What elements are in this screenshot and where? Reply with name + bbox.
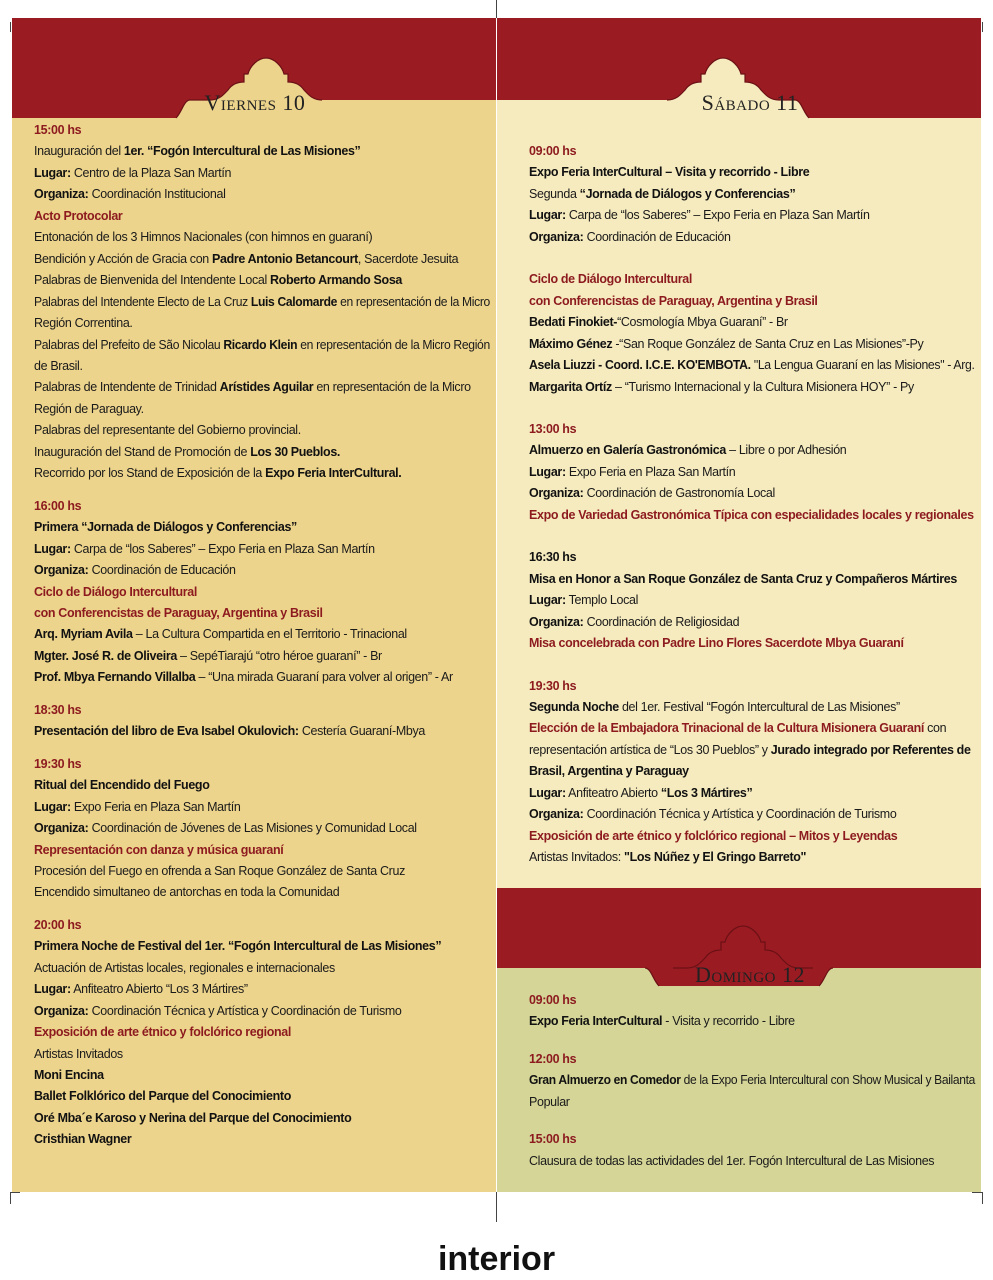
text-segment: del 1er. Festival “Fogón Intercultural de Las Misiones”	[618, 699, 900, 714]
text-segment: Centro de la Plaza San Martín	[70, 165, 232, 180]
text-segment: Inauguración del Stand de Promoción de	[34, 444, 251, 459]
text-segment: Máximo Génez	[529, 336, 613, 351]
spacer	[34, 689, 490, 700]
text-segment: Coordinación de Educación	[88, 563, 236, 578]
schedule-line	[529, 547, 975, 568]
schedule-line	[529, 483, 975, 504]
schedule-line	[529, 1092, 975, 1113]
schedule-line	[34, 646, 490, 667]
crop-mark-right-h	[972, 1192, 982, 1193]
schedule-line	[34, 463, 490, 484]
schedule-line	[34, 840, 490, 861]
text-segment: Acto Protocolar	[34, 208, 123, 223]
schedule-line	[529, 462, 975, 483]
text-segment: Ciclo de Diálogo Intercultural	[34, 584, 198, 599]
text-segment: Exposición de arte étnico y folclórico regional	[34, 1025, 292, 1040]
event-time	[34, 120, 490, 141]
text-segment: Anfiteatro Abierto	[565, 785, 661, 800]
schedule-line	[34, 582, 490, 603]
spacer	[529, 398, 975, 419]
event-time	[34, 754, 490, 775]
schedule-line	[529, 590, 975, 611]
text-segment: – SepéTiarajú “otro héroe guaraní” - Br	[176, 648, 382, 663]
text-segment: “Los 3 Mártires”	[660, 785, 753, 800]
crop-mark-left-top	[10, 22, 11, 32]
schedule-line	[529, 312, 975, 333]
text-segment: Margarita Ortíz	[529, 379, 612, 394]
text-segment: Lugar:	[34, 799, 71, 814]
schedule-line	[34, 377, 490, 398]
text-segment: Carpa de “los Saberes” – Expo Feria en Plaza San Martín	[565, 208, 870, 223]
text-segment: Ritual del Encendido del Fuego	[34, 778, 210, 793]
schedule-line	[34, 667, 490, 688]
text-segment: de la Expo Feria Intercultural con Show Musical y Bailanta	[680, 1073, 976, 1088]
saturday-title: Sábado 11	[701, 90, 799, 115]
schedule-line	[34, 356, 490, 377]
text-segment: – “Una mirada Guaraní para volver al origen” - Ar	[195, 670, 453, 685]
text-segment: Representación con danza y música guaraní	[34, 842, 284, 857]
crop-mark-left	[10, 1192, 11, 1204]
schedule-line	[529, 227, 975, 248]
schedule-line	[529, 440, 975, 461]
text-segment: en representación de la Micro Región	[297, 337, 490, 352]
spacer	[34, 485, 490, 496]
text-segment: Elección de la Embajadora Trinacional de la Cultura Misionera Guaraní	[529, 721, 925, 736]
text-segment: Ciclo de Diálogo Intercultural	[529, 272, 692, 287]
text-segment: Artistas Invitados	[34, 1046, 123, 1061]
schedule-line	[34, 560, 490, 581]
event-time	[529, 676, 975, 697]
schedule-line	[34, 797, 490, 818]
text-segment: Los 30 Pueblos.	[250, 444, 341, 459]
text-segment: Bendición y Acción de Gracia con	[34, 251, 213, 266]
spacer	[34, 743, 490, 754]
text-segment: Procesión del Fuego en ofrenda a San Roque González de Santa Cruz	[34, 863, 405, 878]
text-segment: Clausura de todas las actividades del 1er. Fogón Intercultural de Las Misiones	[529, 1153, 935, 1168]
spacer	[529, 248, 975, 269]
crop-mark-top	[496, 0, 497, 18]
text-segment: "La Lengua Guaraní en las Misiones" - Arg.	[750, 358, 975, 373]
schedule-line	[529, 269, 975, 290]
spacer	[34, 904, 490, 915]
text-segment: Coordinación de Educación	[583, 229, 731, 244]
text-segment: 12:00 hs	[529, 1051, 577, 1066]
schedule-line	[34, 227, 490, 248]
schedule-line	[34, 335, 490, 356]
schedule-line	[529, 205, 975, 226]
schedule-line	[529, 334, 975, 355]
schedule-line	[34, 539, 490, 560]
schedule-line	[529, 1151, 975, 1172]
schedule-line	[34, 882, 490, 903]
text-segment: Expo Feria en Plaza San Martín	[565, 464, 736, 479]
text-segment: Lugar:	[529, 593, 566, 608]
sunday-title: Domingo 12	[694, 962, 806, 987]
text-segment: - Visita y recorrido - Libre	[662, 1014, 795, 1029]
crop-mark-bottom	[496, 1192, 497, 1222]
text-segment: Organiza:	[34, 563, 89, 578]
schedule-line	[529, 1011, 975, 1032]
text-segment: 19:30 hs	[34, 756, 82, 771]
text-segment: 13:00 hs	[529, 421, 577, 436]
schedule-line	[529, 184, 975, 205]
schedule-line	[34, 1086, 490, 1107]
event-time	[529, 1129, 975, 1150]
schedule-line	[34, 420, 490, 441]
text-segment: Coordinación de Religiosidad	[583, 614, 740, 629]
schedule-line	[529, 740, 975, 761]
text-segment: “Jornada de Diálogos y Conferencias”	[579, 186, 796, 201]
text-segment: Templo Local	[565, 593, 639, 608]
text-segment: Cestería Guaraní-Mbya	[298, 724, 425, 739]
text-segment: Expo de Variedad Gastronómica Típica con especialidades locales y regionales	[529, 507, 974, 522]
friday-schedule	[34, 120, 494, 1190]
text-segment: en representación de la Micro	[313, 380, 471, 395]
text-segment: Ricardo Klein	[223, 337, 298, 352]
text-segment: con Conferencistas de Paraguay, Argentina y Brasil	[34, 605, 323, 620]
event-time	[34, 915, 490, 936]
event-time	[34, 496, 490, 517]
text-segment: Segunda	[529, 186, 580, 201]
text-segment: 16:00 hs	[34, 498, 82, 513]
event-time	[529, 1049, 975, 1070]
text-segment: Primera Noche de Festival del 1er. “Fogón Intercultural de Las Misiones”	[34, 939, 442, 954]
text-segment: Lugar:	[34, 165, 71, 180]
sunday-schedule	[529, 990, 979, 1190]
text-segment: Expo Feria InterCultural – Visita y recorrido - Libre	[529, 165, 810, 180]
schedule-line	[34, 141, 490, 162]
text-segment: Misa concelebrada con Padre Lino Flores Sacerdote Mbya Guaraní	[529, 636, 904, 651]
schedule-line	[34, 861, 490, 882]
text-segment: Artistas Invitados:	[529, 850, 625, 865]
text-segment: Palabras del Intendente Electo de La Cruz	[34, 294, 251, 309]
event-time	[34, 700, 490, 721]
schedule-line	[529, 377, 975, 398]
text-segment: – “Turismo Internacional y la Cultura Misionera HOY” - Py	[611, 379, 914, 394]
text-segment: Anfiteatro Abierto “Los 3 Mártires”	[70, 982, 248, 997]
text-segment: Lugar:	[529, 464, 566, 479]
schedule-line	[529, 847, 975, 868]
text-segment: Arístides Aguilar	[219, 380, 314, 395]
schedule-line	[34, 1129, 490, 1150]
text-segment: Palabras del representante del Gobierno provincial.	[34, 423, 301, 438]
schedule-line	[34, 624, 490, 645]
text-segment: Organiza:	[529, 614, 584, 629]
text-segment: Palabras de Intendente de Trinidad	[34, 380, 220, 395]
schedule-line	[34, 1065, 490, 1086]
spacer	[529, 1113, 975, 1129]
schedule-line	[34, 399, 490, 420]
text-segment: Prof. Mbya Fernando Villalba	[34, 670, 196, 685]
text-segment: 19:30 hs	[529, 678, 577, 693]
text-segment: Organiza:	[529, 807, 584, 822]
text-segment: Región de Paraguay.	[34, 401, 144, 416]
schedule-line	[529, 569, 975, 590]
schedule-line	[529, 633, 975, 654]
interior-label: interior	[437, 1240, 556, 1278]
text-segment: 15:00 hs	[34, 123, 82, 137]
text-segment: Roberto Armando Sosa	[269, 273, 403, 288]
schedule-line	[529, 826, 975, 847]
text-segment: Expo Feria InterCultural	[529, 1014, 663, 1029]
schedule-line	[529, 291, 975, 312]
text-segment: Lugar:	[529, 785, 566, 800]
text-segment: representación artística de “Los 30 Pueblos” y	[529, 742, 771, 757]
text-segment: 20:00 hs	[34, 917, 82, 932]
text-segment: Expo Feria InterCultural.	[265, 466, 402, 481]
event-time	[529, 419, 975, 440]
friday-title: Viernes 10	[204, 90, 306, 115]
schedule-line	[34, 270, 490, 291]
text-segment: Asela Liuzzi - Coord. I.C.E. KO'EMBOTA.	[529, 358, 751, 373]
text-segment: 09:00 hs	[529, 993, 577, 1007]
text-segment: -“San Roque González de Santa Cruz en Las Misiones”-Py	[612, 336, 924, 351]
text-segment: Organiza:	[34, 821, 89, 836]
text-segment: Primera “Jornada de Diálogos y Conferencias”	[34, 520, 297, 535]
text-segment: Luis Calomarde	[250, 294, 338, 309]
event-time	[529, 141, 975, 162]
text-segment: Gran Almuerzo en Comedor	[529, 1073, 681, 1088]
text-segment: Palabras del Prefeito de São Nicolau	[34, 337, 224, 352]
schedule-line	[529, 783, 975, 804]
text-segment: Oré Mba´e Karoso y Nerina del Parque del Conocimiento	[34, 1110, 352, 1125]
text-segment: Moni Encina	[34, 1068, 104, 1083]
text-segment: “Cosmología Mbya Guaraní” - Br	[617, 315, 788, 330]
text-segment: Inauguración del	[34, 144, 124, 159]
text-segment: 18:30 hs	[34, 702, 82, 717]
schedule-line	[529, 1070, 976, 1091]
text-segment: Lugar:	[34, 982, 71, 997]
schedule-line	[34, 721, 490, 742]
schedule-line	[34, 206, 490, 227]
crop-mark-left-h	[10, 1192, 20, 1193]
text-segment: Ballet Folklórico del Parque del Conocimiento	[34, 1089, 292, 1104]
text-segment: "Los Núñez y El Gringo Barreto"	[624, 850, 807, 865]
schedule-line	[34, 775, 490, 796]
text-segment: Popular	[529, 1094, 570, 1109]
text-segment: 09:00 hs	[529, 144, 577, 158]
schedule-line	[529, 162, 975, 183]
text-segment: Presentación del libro de Eva Isabel Okulovich:	[34, 724, 299, 739]
text-segment: Bedati Finokiet-	[529, 315, 618, 330]
schedule-line	[34, 163, 490, 184]
schedule-line	[34, 1022, 490, 1043]
spacer	[529, 655, 975, 676]
text-segment: Arq. Myriam Avila	[34, 627, 133, 642]
schedule-line	[34, 818, 490, 839]
text-segment: Coordinación Técnica y Artística y Coordinación de Turismo	[88, 1003, 402, 1018]
text-segment: Expo Feria en Plaza San Martín	[70, 799, 241, 814]
text-segment: Segunda Noche	[529, 699, 619, 714]
spacer	[529, 1033, 975, 1049]
text-segment: Almuerzo en Galería Gastronómica	[529, 443, 726, 458]
schedule-line	[34, 979, 490, 1000]
text-segment: Lugar:	[529, 208, 566, 223]
schedule-line	[529, 697, 975, 718]
text-segment: Organiza:	[34, 1003, 89, 1018]
schedule-line	[529, 355, 975, 376]
text-segment: 15:00 hs	[529, 1132, 577, 1147]
text-segment: Exposición de arte étnico y folclórico regional – Mitos y Leyendas	[529, 828, 898, 843]
schedule-line	[34, 958, 490, 979]
schedule-line	[34, 1001, 490, 1022]
schedule-line	[34, 1044, 490, 1065]
text-segment: Coordinación Institucional	[88, 187, 226, 202]
schedule-line	[34, 292, 490, 313]
schedule-line	[34, 184, 490, 205]
text-segment: con	[924, 721, 947, 736]
schedule-line	[529, 804, 975, 825]
text-segment: Brasil, Argentina y Paraguay	[529, 764, 689, 779]
schedule-line	[34, 936, 490, 957]
schedule-line	[34, 313, 490, 334]
text-segment: – La Cultura Compartida en el Territorio - Trinacional	[132, 627, 407, 642]
text-segment: Recorrido por los Stand de Exposición de la	[34, 466, 266, 481]
text-segment: 16:30 hs	[529, 550, 577, 565]
text-segment: Padre Antonio Betancourt	[212, 251, 358, 266]
text-segment: – Libre o por Adhesión	[725, 443, 847, 458]
text-segment: Lugar:	[34, 541, 71, 556]
event-time	[529, 990, 975, 1011]
text-segment: Mgter. José R. de Oliveira	[34, 648, 177, 663]
text-segment: Organiza:	[34, 187, 89, 202]
text-segment: Carpa de “los Saberes” – Expo Feria en Plaza San Martín	[70, 541, 375, 556]
text-segment: Misa en Honor a San Roque González de Santa Cruz y Compañeros Mártires	[529, 571, 957, 586]
schedule-line	[34, 442, 490, 463]
text-segment: de Brasil.	[34, 358, 83, 373]
text-segment: Actuación de Artistas locales, regionales e internacionales	[34, 960, 335, 975]
schedule-line	[34, 249, 490, 270]
text-segment: Región Correntina.	[34, 316, 133, 331]
schedule-line	[529, 761, 975, 782]
text-segment: Entonación de los 3 Himnos Nacionales (con himnos en guaraní)	[34, 230, 373, 245]
schedule-line	[529, 612, 975, 633]
text-segment: Coordinación Técnica y Artística y Coordinación de Turismo	[583, 807, 897, 822]
text-segment: Jurado integrado por Referentes de	[770, 742, 971, 757]
schedule-line	[529, 505, 975, 526]
saturday-schedule	[529, 141, 979, 886]
text-segment: Encendido simultaneo de antorchas en toda la Comunidad	[34, 885, 340, 900]
text-segment: Organiza:	[529, 486, 584, 501]
crop-mark-right-top	[982, 22, 983, 32]
text-segment: Coordinación de Gastronomía Local	[583, 486, 775, 501]
text-segment: con Conferencistas de Paraguay, Argentina y Brasil	[529, 293, 818, 308]
schedule-line	[34, 603, 490, 624]
text-segment: Palabras de Bienvenida del Intendente Local	[34, 273, 270, 288]
schedule-line	[34, 1108, 490, 1129]
schedule-line	[34, 517, 490, 538]
text-segment: , Sacerdote Jesuita	[357, 251, 459, 266]
text-segment: 1er. “Fogón Intercultural de Las Misiones”	[123, 144, 361, 159]
text-segment: Organiza:	[529, 229, 584, 244]
spacer	[529, 526, 975, 547]
schedule-line	[529, 718, 975, 739]
text-segment: Coordinación de Jóvenes de Las Misiones y Comunidad Local	[88, 821, 417, 836]
crop-mark-right	[982, 1192, 983, 1204]
text-segment: Cristhian Wagner	[34, 1132, 132, 1147]
text-segment: en representación de la Micro	[337, 294, 490, 309]
